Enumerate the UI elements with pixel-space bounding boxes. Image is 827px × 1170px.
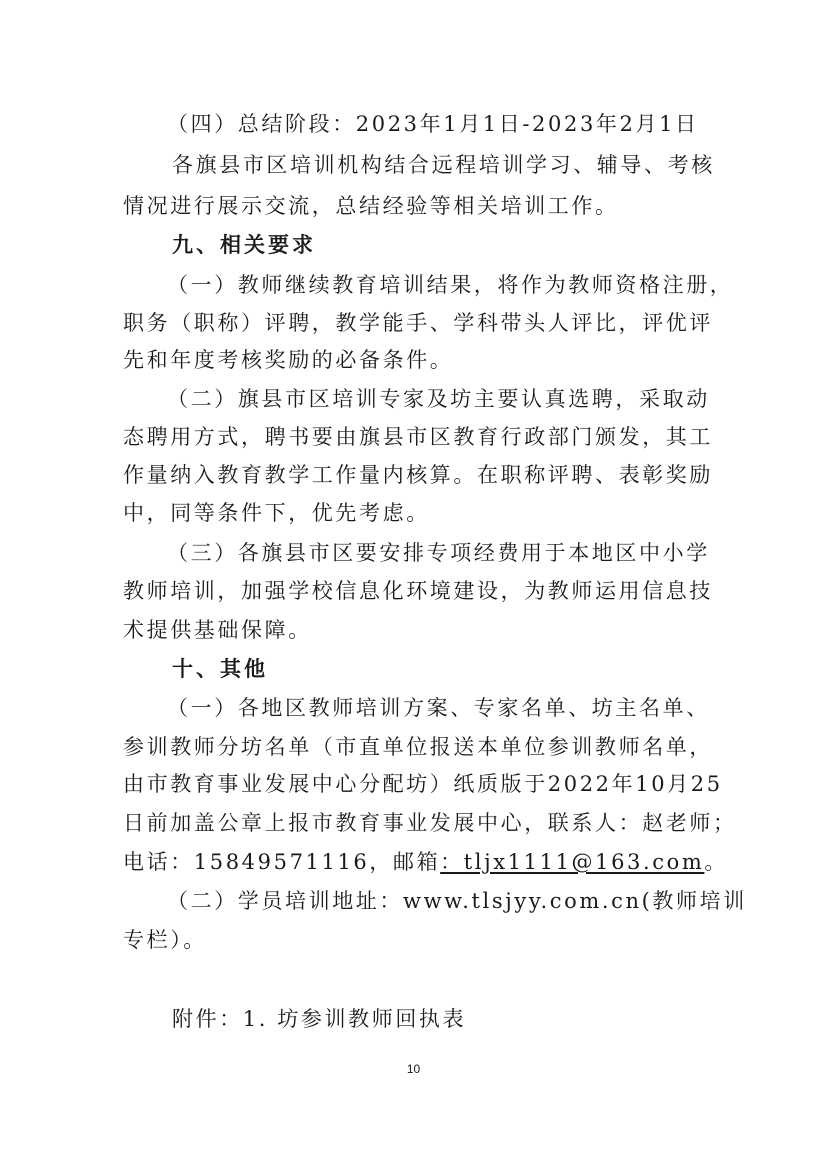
section9-item3-line1: （三）各旗县市区要安排专项经费用于本地区中小学 bbox=[167, 541, 710, 565]
section9-item2-line1: （二）旗县市区培训专家及坊主要认真选聘，采取动 bbox=[167, 387, 710, 411]
section10-item1-line3: 由市教育事业发展中心分配坊）纸质版于2022年10月25 bbox=[123, 772, 723, 796]
attachment-title: 坊参训教师回执表 bbox=[277, 1007, 467, 1031]
email-address[interactable]: ：tljx1111@163.com bbox=[440, 850, 705, 874]
page-number: 10 bbox=[406, 1062, 421, 1076]
section4-para-line1: 各旗县市区培训机构结合远程培训学习、辅导、考核 bbox=[172, 153, 715, 177]
section10-item2-line2: 专栏）。 bbox=[123, 928, 207, 952]
section4-para-line2: 情况进行展示交流，总结经验等相关培训工作。 bbox=[123, 194, 619, 218]
section10-item1-line1: （一）各地区教师培训方案、专家名单、坊主名单、 bbox=[167, 696, 710, 720]
section9-item1-line1: （一）教师继续教育培训结果，将作为教师资格注册， bbox=[167, 273, 734, 297]
section10-item1-line4: 日前加盖公章上报市教育事业发展中心，联系人：赵老师； bbox=[123, 811, 737, 835]
email-end: 。 bbox=[704, 850, 729, 874]
section9-item2-line2: 态聘用方式，聘书要由旗县市区教育行政部门颁发，其工 bbox=[123, 425, 713, 449]
section9-item3-line2: 教师培训，加强学校信息化环境建设，为教师运用信息技 bbox=[123, 579, 713, 603]
contact-line bbox=[123, 849, 728, 875]
section10-heading: 十、其他 bbox=[172, 657, 268, 681]
section9-item3-line3: 术提供基础保障。 bbox=[123, 618, 312, 642]
section9-heading: 九、相关要求 bbox=[172, 233, 316, 257]
section4-title: （四）总结阶段：2023年1月1日-2023年2月1日 bbox=[167, 112, 699, 136]
section10-item1-line2: 参训教师分坊名单（市直单位报送本单位参训教师名单， bbox=[123, 735, 713, 759]
attachment-prefix: 附件：1. bbox=[172, 1007, 269, 1031]
phone-label: 电话：15849571116，邮箱 bbox=[123, 850, 441, 874]
attachment-line bbox=[172, 1006, 466, 1032]
section9-item2-line3: 作量纳入教育教学工作量内核算。在职称评聘、表彰奖励 bbox=[123, 463, 713, 487]
section9-item1-line2: 职务（职称）评聘，教学能手、学科带头人评比，评优评 bbox=[123, 311, 713, 335]
section10-item2-line1: （二）学员培训地址：www.tlsjyy.com.cn(教师培训 bbox=[167, 889, 747, 913]
section9-item2-line4: 中，同等条件下，优先考虑。 bbox=[123, 501, 430, 525]
section9-item1-line3: 先和年度考核奖励的必备条件。 bbox=[123, 348, 454, 372]
